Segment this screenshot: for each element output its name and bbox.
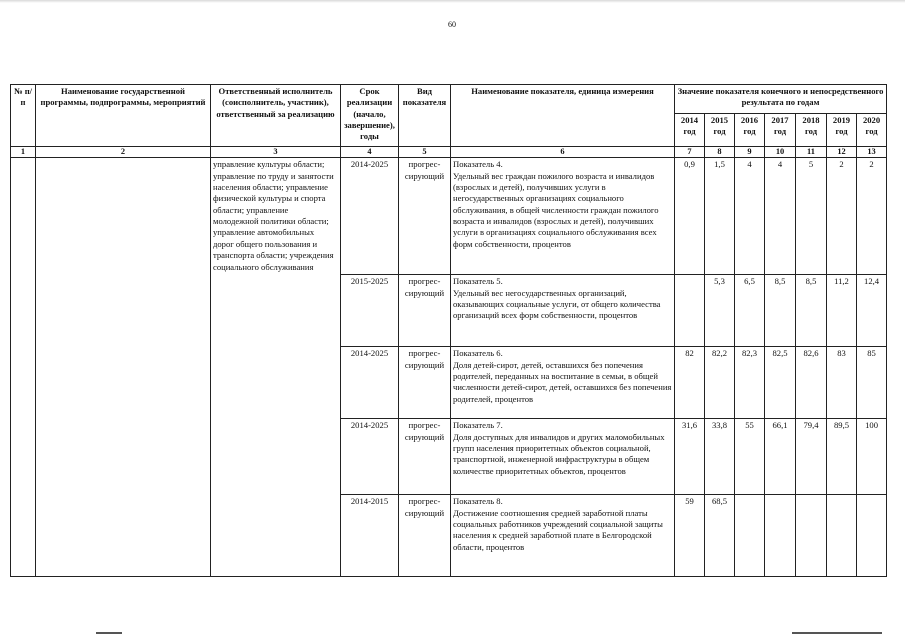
value-cell bbox=[857, 495, 887, 577]
value-cell: 89,5 bbox=[827, 419, 857, 495]
value-cell: 12,4 bbox=[857, 275, 887, 347]
header-indicator-type: Вид показателя bbox=[399, 85, 451, 147]
indicator-title: Показатель 4. bbox=[453, 159, 503, 170]
indicator-name-cell bbox=[451, 419, 675, 495]
period-cell: 2014-2015 bbox=[341, 495, 399, 577]
header-year: 2014 год bbox=[675, 114, 705, 147]
column-number: 5 bbox=[399, 147, 451, 158]
indicator-title: Показатель 6. bbox=[453, 348, 503, 359]
indicator-text: Доля детей-сирот, детей, оставшихся без попечения родителей, переданных на воспитание в семьи, в общей численности детей-сирот, детей, оставшихся без попечения родителей, процентов bbox=[453, 359, 672, 404]
value-cell: 2 bbox=[857, 158, 887, 275]
value-cell: 82,2 bbox=[705, 347, 735, 419]
indicators-table bbox=[10, 84, 887, 577]
value-cell: 55 bbox=[735, 419, 765, 495]
indicator-type-cell: прогрес-сирующий bbox=[399, 419, 451, 495]
value-cell: 68,5 bbox=[705, 495, 735, 577]
indicator-text: Доля доступных для инвалидов и других маломобильных групп населения приоритетных объектов социальной, транспортной, инженерной инфраструктуры в общем количестве приоритетных объектов, процентов bbox=[453, 431, 665, 476]
value-cell: 83 bbox=[827, 347, 857, 419]
column-number: 13 bbox=[857, 147, 887, 158]
header-values-group: Значение показателя конечного и непосредственного результата по годам bbox=[675, 85, 887, 114]
column-number: 2 bbox=[36, 147, 211, 158]
value-cell bbox=[675, 275, 705, 347]
value-cell: 100 bbox=[857, 419, 887, 495]
header-period: Срок реализации (начало, завершение), годы bbox=[341, 85, 399, 147]
value-cell: 4 bbox=[765, 158, 796, 275]
value-cell: 85 bbox=[857, 347, 887, 419]
column-number: 11 bbox=[796, 147, 827, 158]
indicator-name-cell bbox=[451, 347, 675, 419]
column-number-row bbox=[11, 147, 887, 158]
executor-cell: управление культуры области; управление по труду и занятости населения области; управление физической культуры и спорта области; управление молодежной политики области; управление автомобильных дорог общего пользования и транспорта области; учреждения социального обслуживания bbox=[211, 158, 341, 577]
header-year: 2015 год bbox=[705, 114, 735, 147]
value-cell bbox=[765, 495, 796, 577]
column-number: 10 bbox=[765, 147, 796, 158]
period-cell: 2014-2025 bbox=[341, 419, 399, 495]
scan-edge bbox=[0, 0, 905, 3]
column-number: 8 bbox=[705, 147, 735, 158]
header-indicator-name: Наименование показателя, единица измерения bbox=[451, 85, 675, 147]
scan-mark bbox=[96, 632, 122, 634]
num-cell bbox=[11, 158, 36, 577]
value-cell: 4 bbox=[735, 158, 765, 275]
indicator-name-cell bbox=[451, 158, 675, 275]
value-cell: 5,3 bbox=[705, 275, 735, 347]
table-row bbox=[11, 158, 887, 275]
indicator-title: Показатель 7. bbox=[453, 420, 503, 431]
header-num: № п/п bbox=[11, 85, 36, 147]
scan-mark bbox=[792, 632, 882, 634]
indicator-type-cell: прогрес-сирующий bbox=[399, 347, 451, 419]
period-cell: 2014-2025 bbox=[341, 347, 399, 419]
value-cell: 31,6 bbox=[675, 419, 705, 495]
value-cell: 66,1 bbox=[765, 419, 796, 495]
column-number: 3 bbox=[211, 147, 341, 158]
value-cell: 8,5 bbox=[765, 275, 796, 347]
header-year: 2018 год bbox=[796, 114, 827, 147]
value-cell: 33,8 bbox=[705, 419, 735, 495]
column-number: 4 bbox=[341, 147, 399, 158]
value-cell: 2 bbox=[827, 158, 857, 275]
indicator-name-cell bbox=[451, 275, 675, 347]
value-cell bbox=[796, 495, 827, 577]
value-cell: 6,5 bbox=[735, 275, 765, 347]
value-cell bbox=[735, 495, 765, 577]
indicator-name-cell bbox=[451, 495, 675, 577]
value-cell: 82,6 bbox=[796, 347, 827, 419]
column-number: 1 bbox=[11, 147, 36, 158]
period-cell: 2014-2025 bbox=[341, 158, 399, 275]
header-year: 2016 год bbox=[735, 114, 765, 147]
header-year: 2020 год bbox=[857, 114, 887, 147]
indicator-title: Показатель 8. bbox=[453, 496, 503, 507]
indicator-text: Удельный вес негосударственных организаций, оказывающих социальные услуги, от общего количества организаций всех форм собственности, процентов bbox=[453, 287, 661, 321]
column-number: 7 bbox=[675, 147, 705, 158]
value-cell: 59 bbox=[675, 495, 705, 577]
value-cell: 0,9 bbox=[675, 158, 705, 275]
header-year: 2017 год bbox=[765, 114, 796, 147]
value-cell: 5 bbox=[796, 158, 827, 275]
header-year: 2019 год bbox=[827, 114, 857, 147]
value-cell: 8,5 bbox=[796, 275, 827, 347]
value-cell: 11,2 bbox=[827, 275, 857, 347]
value-cell: 82,5 bbox=[765, 347, 796, 419]
value-cell: 79,4 bbox=[796, 419, 827, 495]
indicator-text: Удельный вес граждан пожилого возраста и инвалидов (взрослых и детей), получивших услуги в негосударственных организациях социального обслуживания, в общей численности граждан пожилого возраста и инвалидов (взрослых и детей), получивших услуги в организациях социального обслуживания всех форм собственности, процентов bbox=[453, 170, 659, 249]
period-cell: 2015-2025 bbox=[341, 275, 399, 347]
indicator-type-cell: прогрес-сирующий bbox=[399, 158, 451, 275]
indicator-title: Показатель 5. bbox=[453, 276, 503, 287]
header-executor: Ответственный исполнитель (соисполнитель, участник), ответственный за реализацию bbox=[211, 85, 341, 147]
header-program: Наименование государственной программы, подпрограммы, мероприятий bbox=[36, 85, 211, 147]
header-row-1 bbox=[11, 85, 887, 114]
column-number: 6 bbox=[451, 147, 675, 158]
indicator-type-cell: прогрес-сирующий bbox=[399, 495, 451, 577]
program-cell bbox=[36, 158, 211, 577]
value-cell: 1,5 bbox=[705, 158, 735, 275]
value-cell bbox=[827, 495, 857, 577]
indicator-type-cell: прогрес-сирующий bbox=[399, 275, 451, 347]
column-number: 12 bbox=[827, 147, 857, 158]
value-cell: 82 bbox=[675, 347, 705, 419]
indicator-text: Достижение соотношения средней заработной платы социальных работников учреждений социальной защиты населения к средней заработной плате в Белгородской области, процентов bbox=[453, 507, 663, 552]
value-cell: 82,3 bbox=[735, 347, 765, 419]
column-number: 9 bbox=[735, 147, 765, 158]
page-number: 60 bbox=[448, 20, 456, 29]
